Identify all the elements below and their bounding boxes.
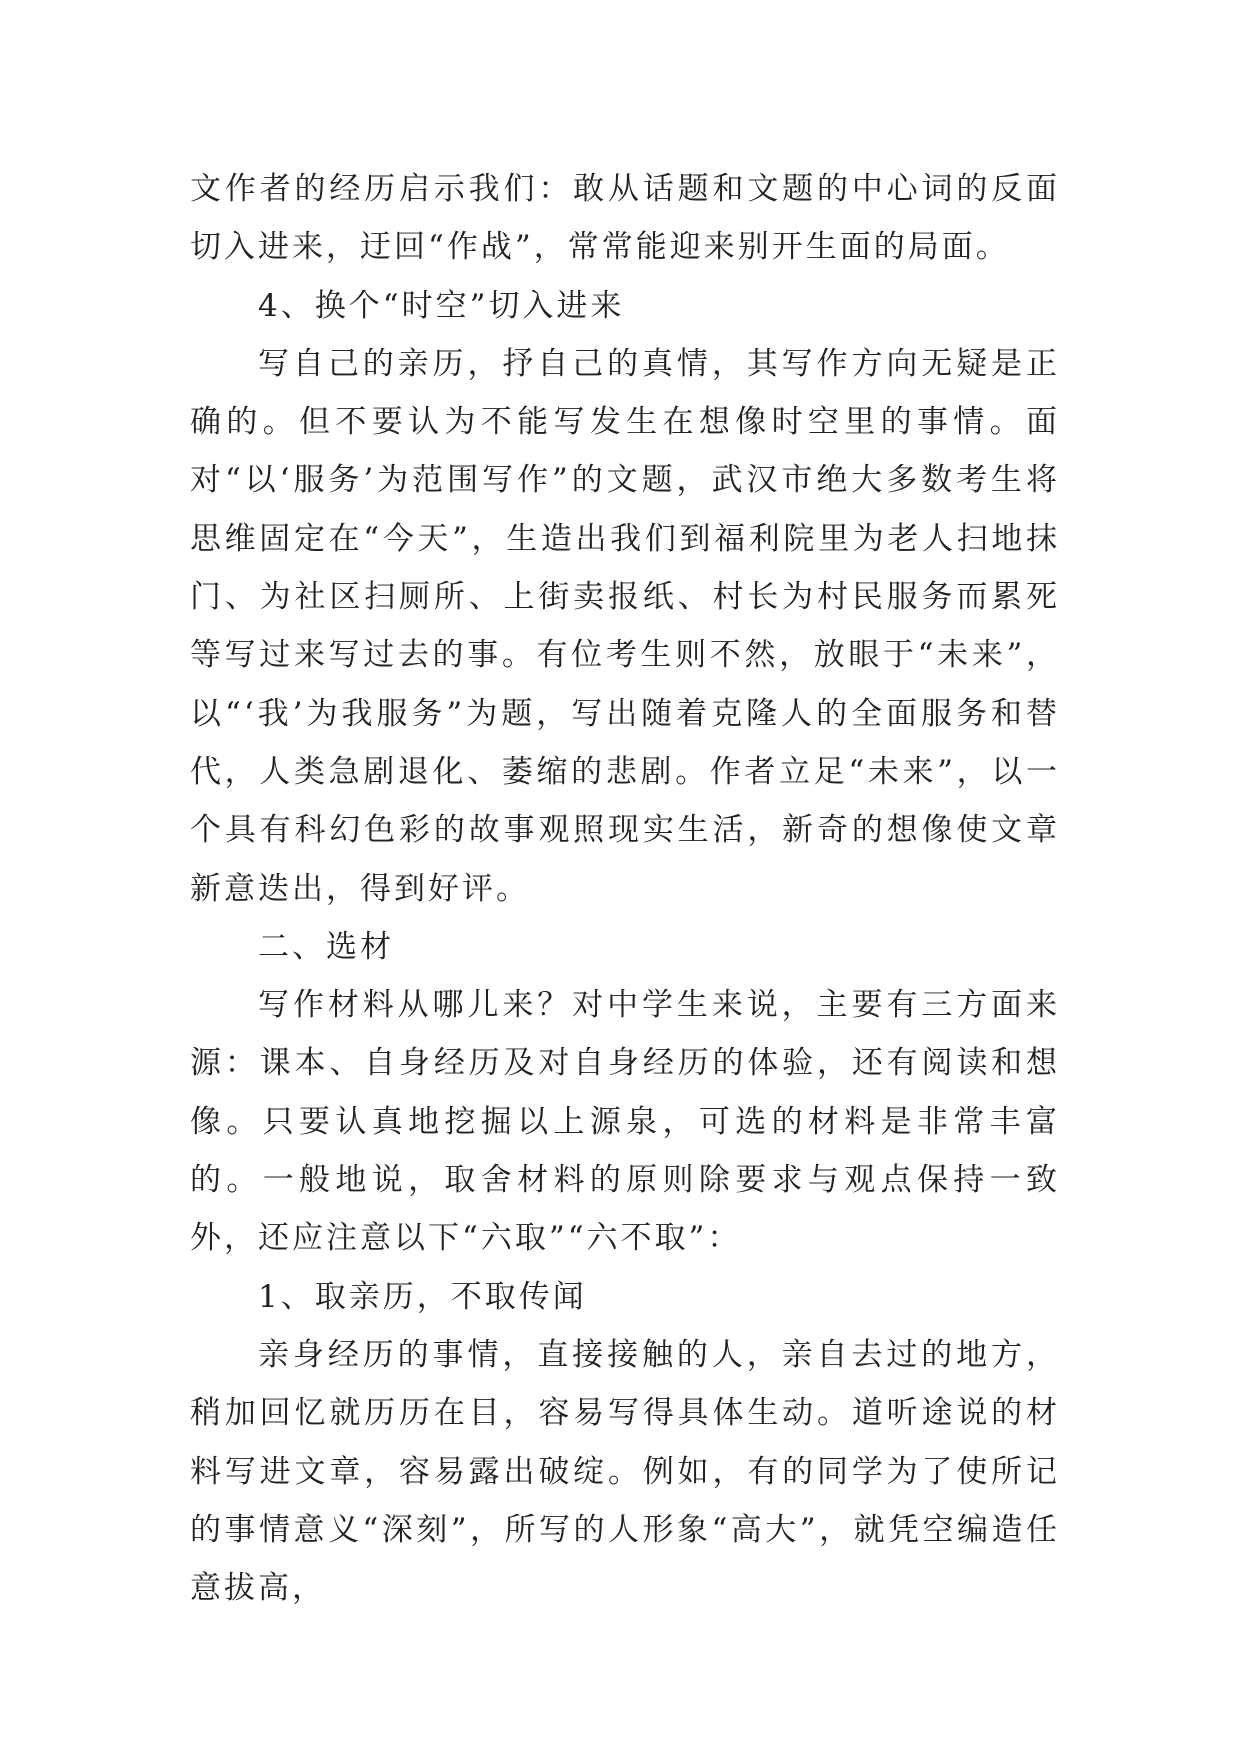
paragraph-3: 写作材料从哪儿来？对中学生来说，主要有三方面来源：课本、自身经历及对自身经历的体验，还有阅读和想像。只要认真地挖掘以上源泉，可选的材料是非常丰富的。一般地说，取舍材料的原则除要求与观点保持一致外，还应注意以下“六取”“六不取”： [190,987,1060,1257]
paragraph-4: 亲身经历的事情，直接接触的人，亲自去过的地方，稍加回忆就历历在目，容易写得具体生动。道听途说的材料写进文章，容易露出破绽。例如，有的同学为了使所记的事情意义“深刻”，所写的人形象“高大”，就凭空编造任意拔高， [190,1336,1060,1607]
document-body [190,160,1060,1617]
paragraph-1: 文作者的经历启示我们：敢从话题和文题的中心词的反面切入进来，迂回“作战”，常常能迎来别开生面的局面。 [190,171,1060,266]
paragraph-2: 写自己的亲历，抒自己的真情，其写作方向无疑是正确的。但不要认为不能写发生在想像时空里的事情。面对“以‘服务’为范围写作”的文题，武汉市绝大多数考生将思维固定在“今天”，生造出我们到福利院里为老人扫地抹门、为社区扫厕所、上街卖报纸、村长为村民服务而累死等写过来写过去的事。有位考生则不然，放眼于“未来”，以“‘我’为我服务”为题，写出随着克隆人的全面服务和替代，人类急剧退化、萎缩的悲剧。作者立足“未来”，以一个具有科幻色彩的故事观照现实生活，新奇的想像使文章新意迭出，得到好评。 [190,345,1060,907]
section-heading-selection: 二、选材 [258,928,394,965]
section-heading-1: 1、取亲历，不取传闻 [258,1278,587,1315]
section-heading-4: 4、换个“时空”切入进来 [258,287,625,324]
